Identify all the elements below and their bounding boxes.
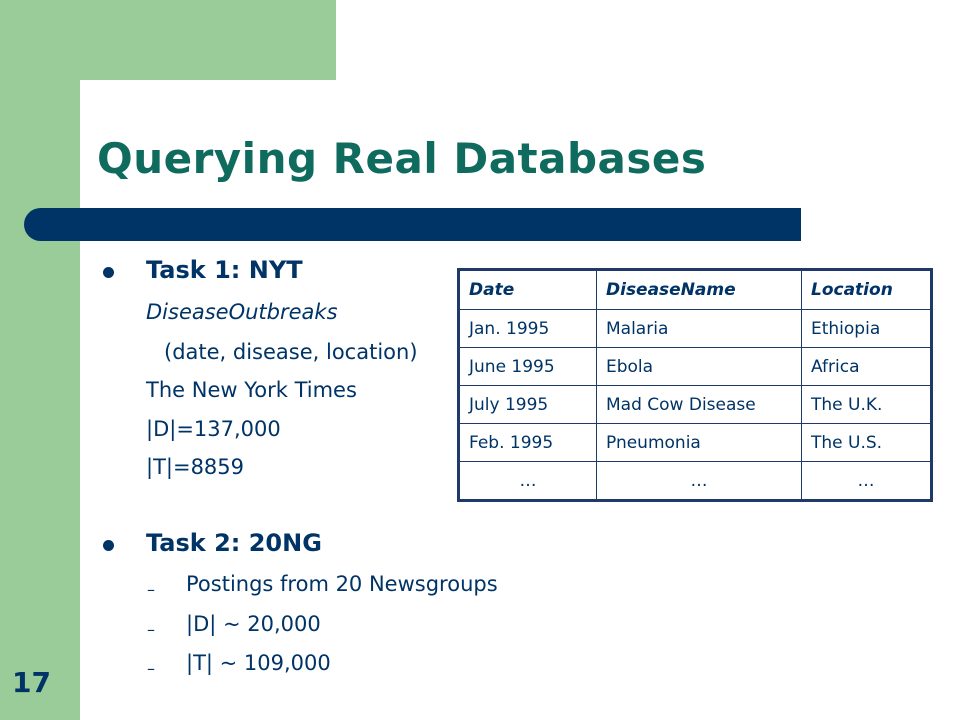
dash-icon: – bbox=[147, 620, 155, 639]
task2-heading: Task 2: 20NG bbox=[146, 529, 322, 557]
table-cell: Jan. 1995 bbox=[459, 310, 597, 348]
slide-title: Querying Real Databases bbox=[97, 134, 707, 183]
task1-relation-attrs: (date, disease, location) bbox=[164, 340, 418, 364]
table-cell: July 1995 bbox=[459, 386, 597, 424]
title-underline-bar bbox=[24, 208, 801, 241]
task1-source: The New York Times bbox=[146, 378, 357, 402]
dash-icon: – bbox=[147, 659, 155, 678]
table-cell: June 1995 bbox=[459, 348, 597, 386]
table-row bbox=[459, 386, 932, 424]
top-green-band bbox=[0, 0, 336, 80]
table-cell: Mad Cow Disease bbox=[597, 386, 802, 424]
task2-item: |D| ~ 20,000 bbox=[186, 612, 321, 636]
task2-item: Postings from 20 Newsgroups bbox=[186, 572, 498, 596]
task1-heading: Task 1: NYT bbox=[146, 256, 303, 284]
bullet-icon bbox=[103, 267, 114, 278]
table-cell: The U.K. bbox=[802, 386, 932, 424]
disease-outbreaks-table bbox=[457, 268, 933, 502]
table-cell: Feb. 1995 bbox=[459, 424, 597, 462]
task2-item: |T| ~ 109,000 bbox=[186, 651, 331, 675]
dash-icon: – bbox=[147, 580, 155, 599]
table-cell: Malaria bbox=[597, 310, 802, 348]
left-green-band bbox=[0, 0, 80, 720]
table-row bbox=[459, 348, 932, 386]
task1-relation-name: DiseaseOutbreaks bbox=[146, 300, 338, 324]
table-cell: … bbox=[802, 462, 932, 501]
page-number: 17 bbox=[12, 666, 51, 699]
table-cell: Ebola bbox=[597, 348, 802, 386]
table-header-row bbox=[459, 270, 932, 310]
table-cell: Ethiopia bbox=[802, 310, 932, 348]
task1-t-size: |T|=8859 bbox=[146, 455, 245, 479]
table-cell: The U.S. bbox=[802, 424, 932, 462]
table-header-cell: Location bbox=[802, 270, 932, 310]
table-row bbox=[459, 310, 932, 348]
table-row bbox=[459, 462, 932, 501]
table-row bbox=[459, 424, 932, 462]
table-header-cell: DiseaseName bbox=[597, 270, 802, 310]
table-cell: … bbox=[597, 462, 802, 501]
table-cell: Pneumonia bbox=[597, 424, 802, 462]
table-header-cell: Date bbox=[459, 270, 597, 310]
table-cell: … bbox=[459, 462, 597, 501]
table-cell: Africa bbox=[802, 348, 932, 386]
task1-d-size: |D|=137,000 bbox=[146, 417, 281, 441]
bullet-icon bbox=[103, 540, 114, 551]
